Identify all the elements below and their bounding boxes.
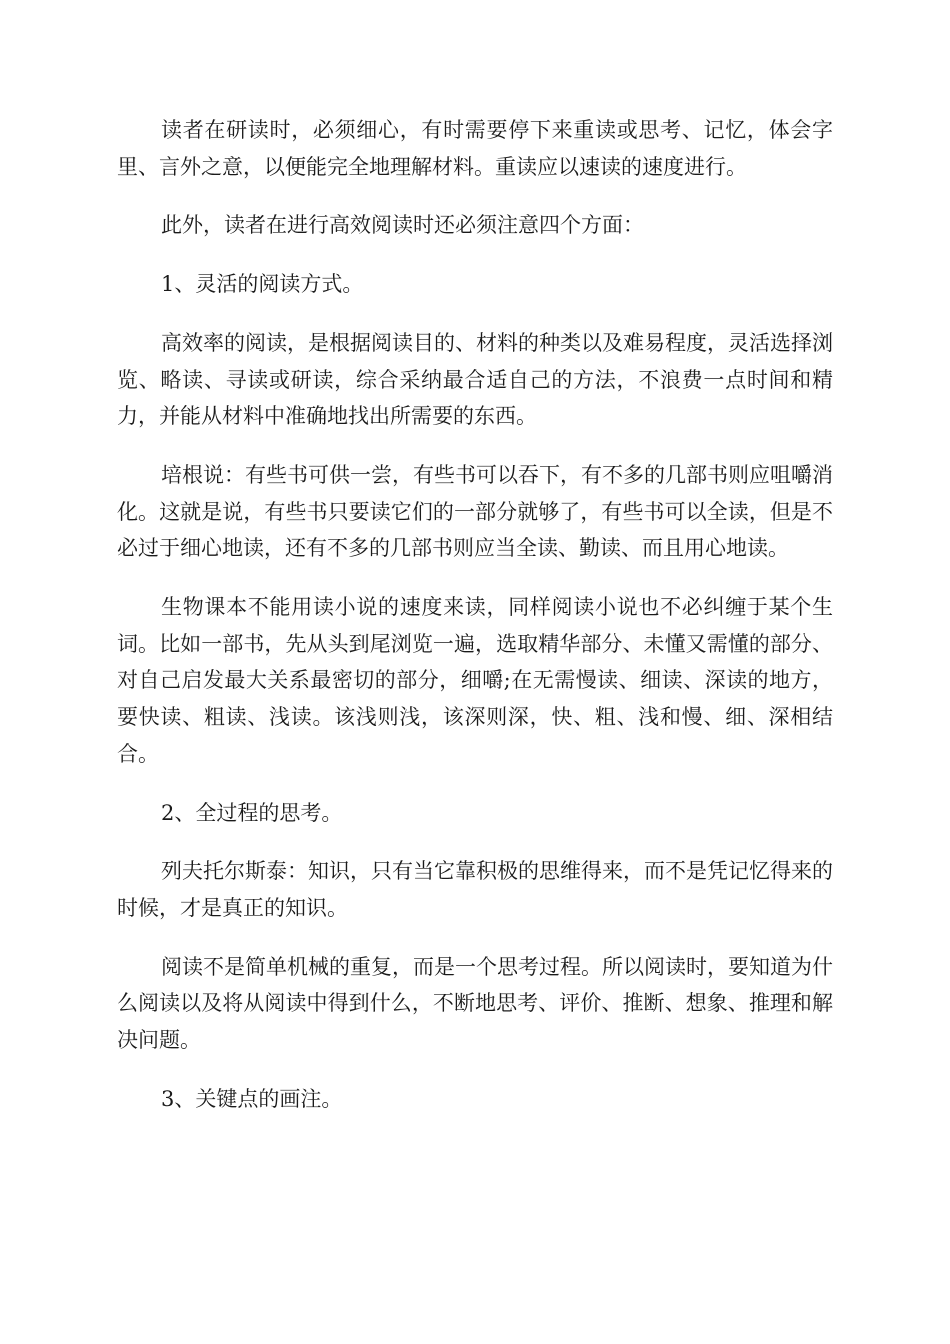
paragraph-tolstoy-quote: 列夫托尔斯泰：知识，只有当它靠积极的思维得来，而不是凭记忆得来的时候，才是真正的知识。 [117, 859, 833, 920]
document-body [117, 112, 833, 1139]
paragraph-reading-speed: 生物课本不能用读小说的速度来读，同样阅读小说也不必纠缠于某个生词。比如一部书，先从头到尾浏览一遍，选取精华部分、未懂又需懂的部分、对自己启发最大关系最密切的部分，细嚼;在无需慢读、细读、深读的地方，要快读、粗读、浅读。该浅则浅，该深则深，快、粗、浅和慢、细、深相结合。 [117, 595, 833, 766]
paragraph-reading-thinking: 阅读不是简单机械的重复，而是一个思考过程。所以阅读时，要知道为什么阅读以及将从阅读中得到什么，不断地思考、评价、推断、想象、推理和解决问题。 [117, 954, 833, 1053]
heading-key-point-annotation: 3、关键点的画注。 [161, 1086, 343, 1111]
heading-flexible-reading: 1、灵活的阅读方式。 [161, 272, 364, 297]
paragraph-efficient-reading: 高效率的阅读，是根据阅读目的、材料的种类以及难易程度，灵活选择浏览、略读、寻读或研读，综合采纳最合适自己的方法，不浪费一点时间和精力，并能从材料中准确地找出所需要的东西。 [117, 330, 833, 429]
paragraph-research-reading: 读者在研读时，必须细心，有时需要停下来重读或思考、记忆，体会字里、言外之意，以便能完全地理解材料。重读应以速读的速度进行。 [117, 118, 833, 179]
heading-whole-process-thinking: 2、全过程的思考。 [161, 800, 343, 825]
paragraph-four-aspects-intro: 此外，读者在进行高效阅读时还必须注意四个方面： [161, 213, 644, 238]
paragraph-bacon-quote: 培根说：有些书可供一尝，有些书可以吞下，有不多的几部书则应咀嚼消化。这就是说，有些书只要读它们的一部分就够了，有些书可以全读，但是不必过于细心地读，还有不多的几部书则应当全读、勤读、而且用心地读。 [117, 462, 833, 561]
